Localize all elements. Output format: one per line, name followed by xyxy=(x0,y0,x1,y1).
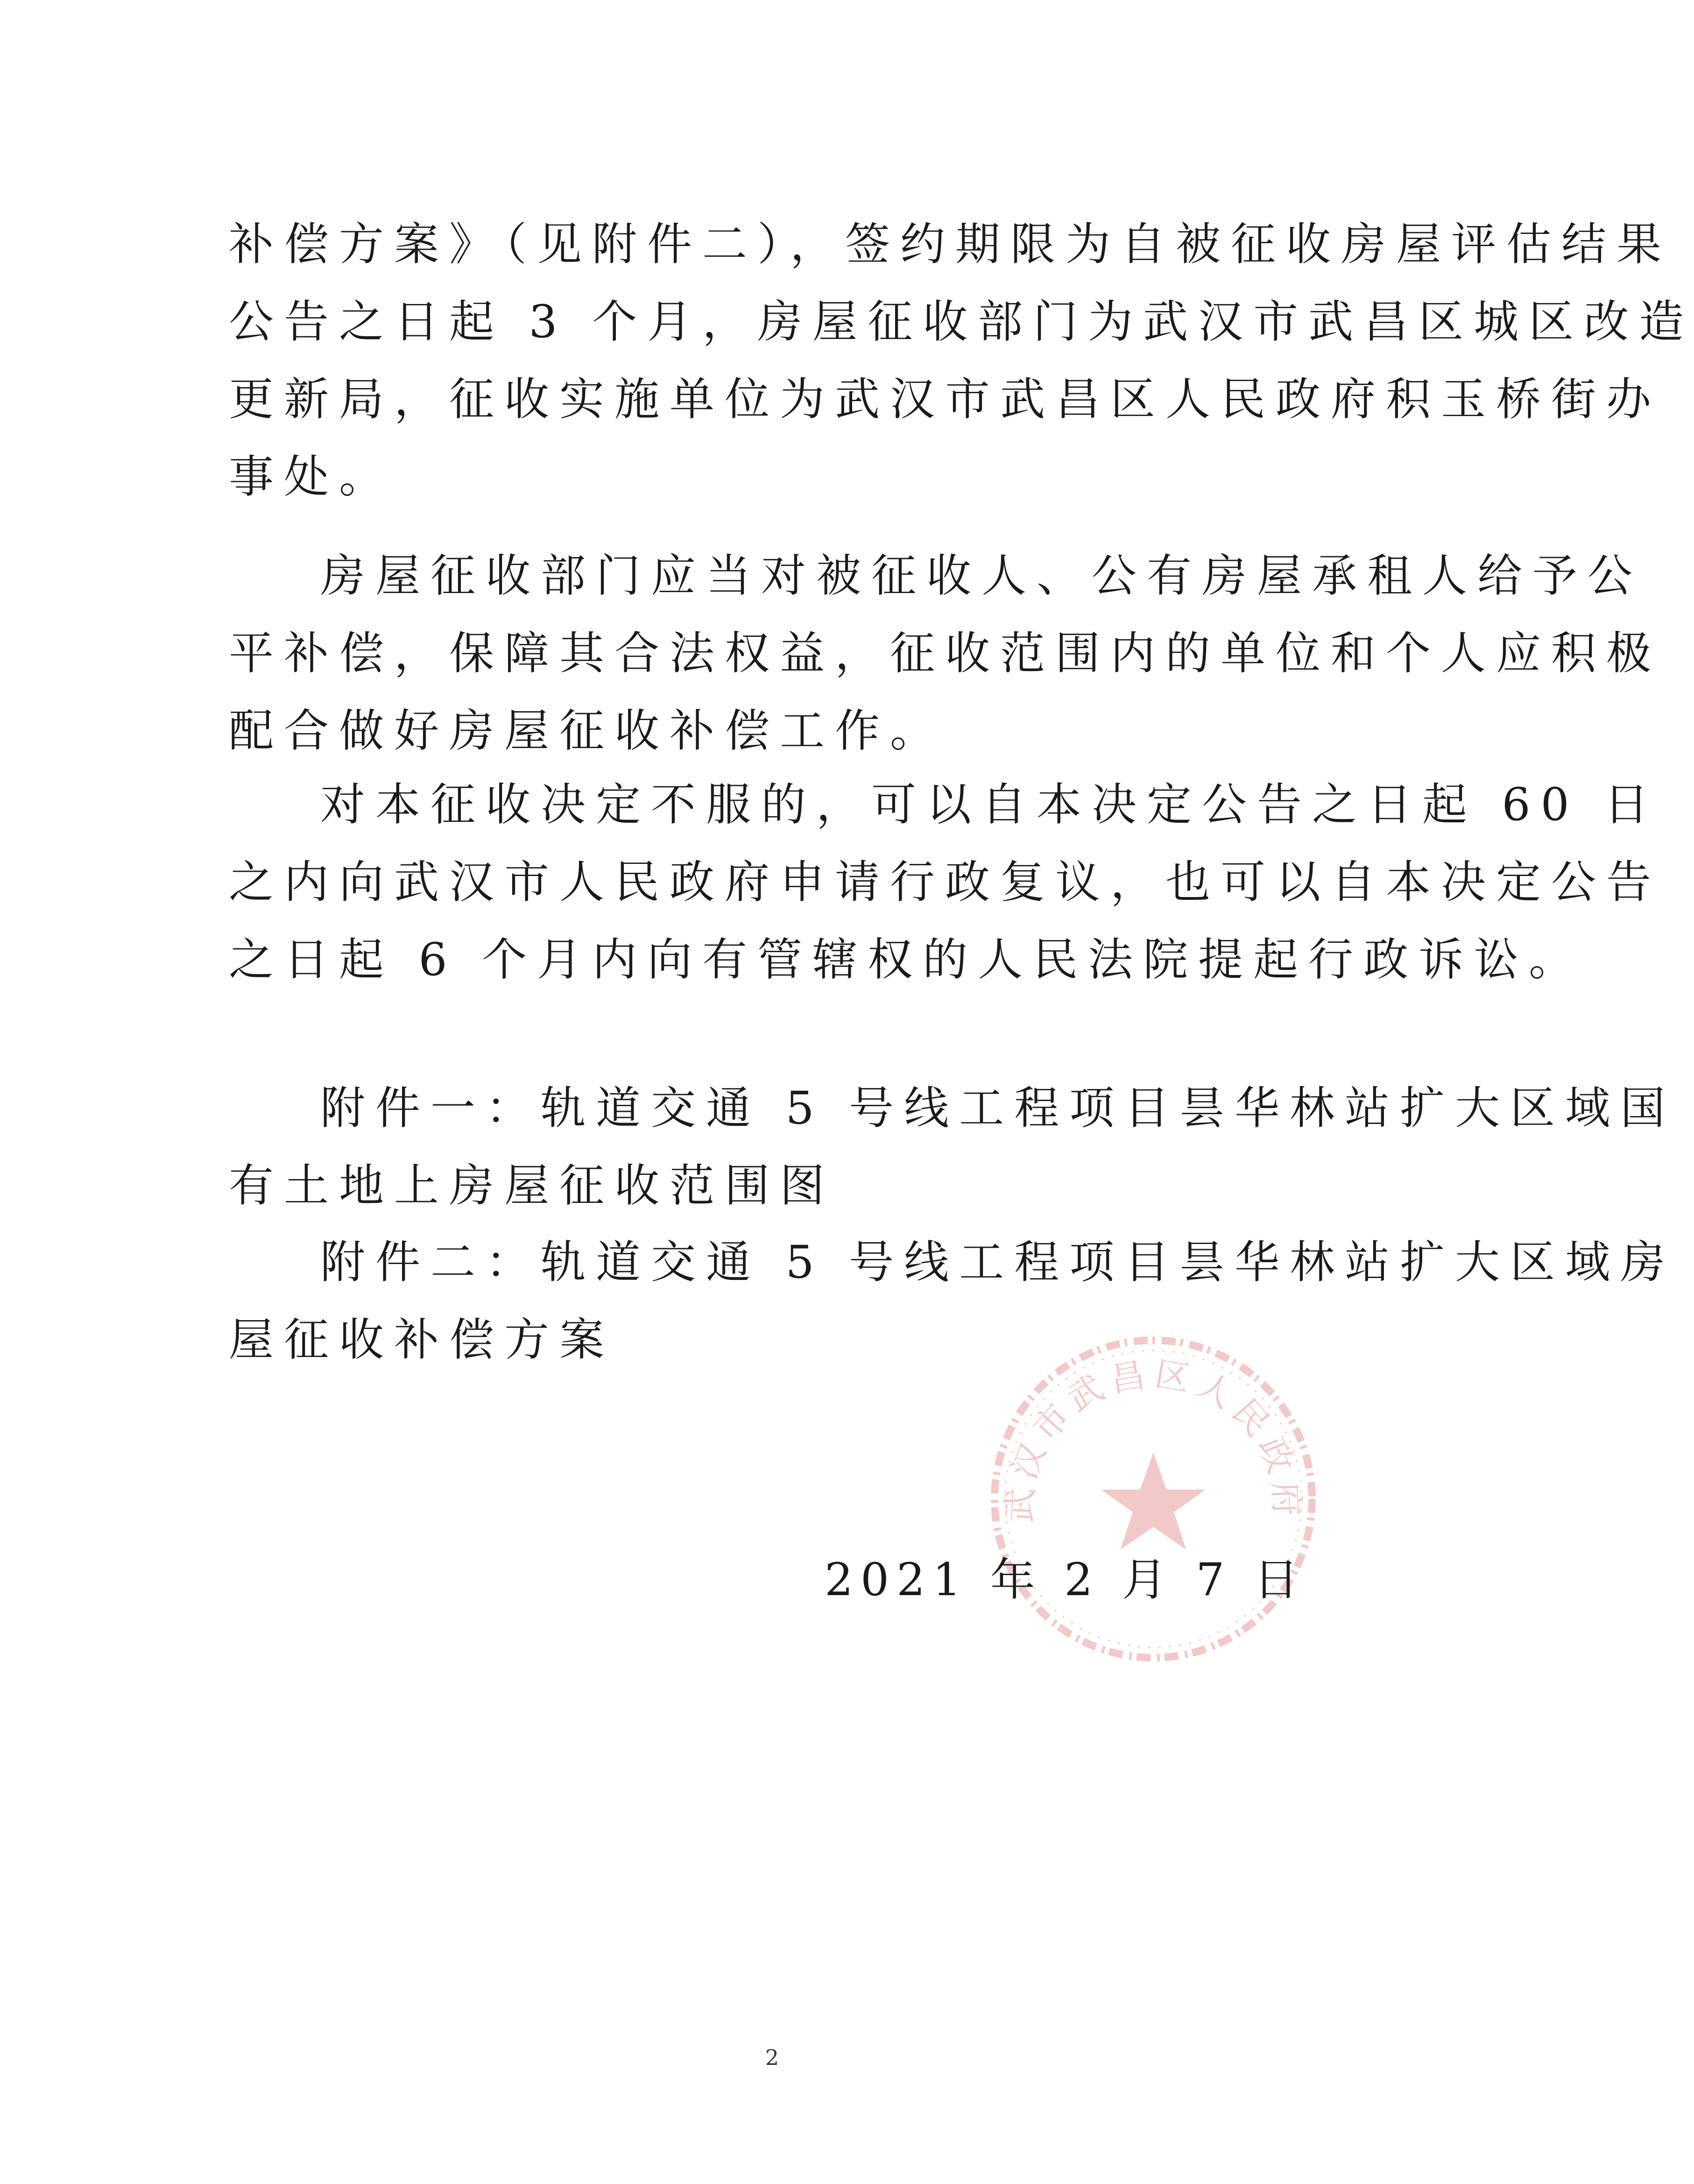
text-line: 屋征收补偿方案 xyxy=(229,1314,614,1366)
official-seal-icon xyxy=(981,1326,1326,1672)
text-line: 配合做好房屋征收补偿工作。 xyxy=(229,705,945,757)
page-number: 2 xyxy=(765,2045,779,2070)
text-line: 有土地上房屋征收范围图 xyxy=(229,1159,835,1212)
text-line: 平补偿，保障其合法权益，征收范围内的单位和个人应积极 xyxy=(229,627,1661,679)
text-line: 对本征收决定不服的，可以自本决定公告之日起 60 日 xyxy=(320,778,1659,831)
attachment-item-1 xyxy=(229,1069,1676,1224)
text-line: 公告之日起 3 个月，房屋征收部门为武汉市武昌区城区改造 xyxy=(229,296,1694,348)
paragraph-compensation-terms xyxy=(229,205,1694,516)
text-line: 补偿方案》（见附件二），签约期限为自被征收房屋评估结果 xyxy=(229,218,1672,270)
text-line: 之日起 6 个月内向有管辖权的人民法院提起行政诉讼。 xyxy=(229,933,1584,986)
text-line: 之内向武汉市人民政府申请行政复议，也可以自本决定公告 xyxy=(229,856,1661,908)
text-line: 事处。 xyxy=(229,451,394,503)
text-line: 附件二：轨道交通 5 号线工程项目昙华林站扩大区域房 xyxy=(320,1236,1676,1288)
paragraph-appeal-rights xyxy=(229,766,1661,998)
seal-text: 武汉市武昌区人民政府 xyxy=(999,1354,1307,1524)
text-line: 附件一：轨道交通 5 号线工程项目昙华林站扩大区域国 xyxy=(320,1082,1676,1134)
text-line: 房屋征收部门应当对被征收人、公有房屋承租人给予公 xyxy=(320,550,1643,602)
paragraph-fair-compensation xyxy=(229,537,1661,770)
text-line: 更新局，征收实施单位为武汉市武昌区人民政府积玉桥街办 xyxy=(229,373,1661,425)
document-date: 2021 年 2 月 7 日 xyxy=(824,1554,1306,1606)
